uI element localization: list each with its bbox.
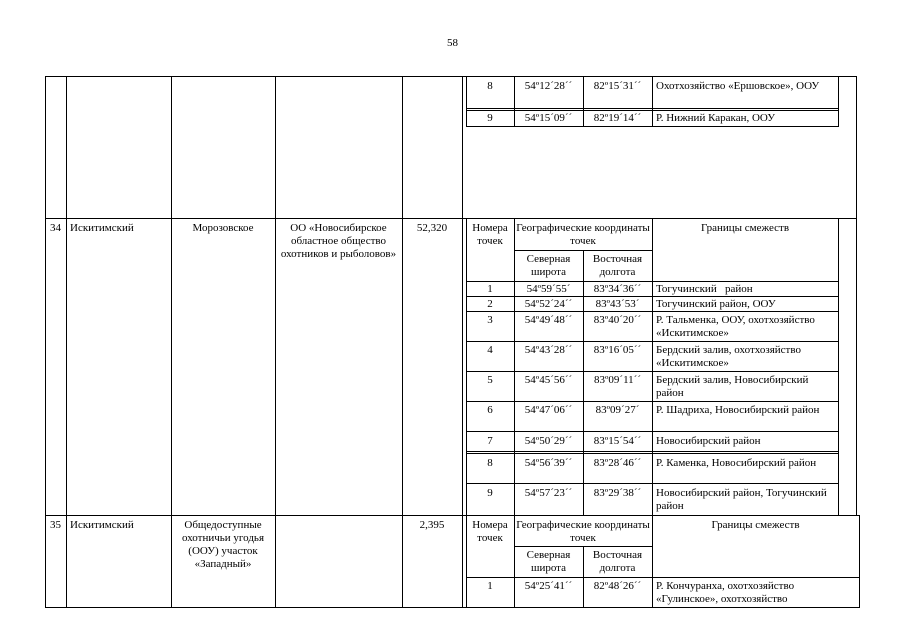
header-north: Северная широта bbox=[526, 549, 571, 574]
border-description: Новосибирский район bbox=[656, 435, 761, 447]
inner-line bbox=[514, 250, 652, 251]
inner-line bbox=[838, 76, 839, 127]
header-geo: Географические координаты точек bbox=[516, 222, 650, 247]
table-top-border bbox=[45, 76, 857, 77]
inner-line bbox=[466, 577, 860, 578]
point-number: 3 bbox=[487, 314, 493, 326]
square: 2,395 bbox=[419, 519, 445, 531]
inner-line bbox=[466, 311, 839, 312]
col-line bbox=[45, 76, 46, 607]
row-34-top-border bbox=[45, 218, 857, 219]
inner-line bbox=[466, 341, 839, 342]
area-name: Общедоступные охотничьи угодья (ООУ) участок «Западный» bbox=[181, 519, 265, 570]
border-description: Тогучинский район, ООУ bbox=[656, 298, 776, 310]
inner-line bbox=[466, 371, 839, 372]
inner-line bbox=[466, 218, 467, 515]
longitude: 82º19´14´´ bbox=[593, 112, 642, 124]
inner-line bbox=[466, 296, 839, 297]
point-number: 7 bbox=[487, 435, 493, 447]
border-description: Р. Шадриха, Новосибирский район bbox=[656, 404, 820, 416]
header-geo: Географические координаты точек bbox=[516, 519, 650, 544]
inner-line bbox=[466, 453, 839, 454]
page-number: 58 bbox=[447, 37, 458, 49]
inner-line bbox=[466, 431, 839, 432]
col-line bbox=[275, 76, 276, 607]
latitude: 54º47´06´´ bbox=[524, 404, 573, 416]
header-points: Номера точек bbox=[472, 519, 508, 544]
table-bottom-border bbox=[45, 607, 860, 608]
latitude: 54º43´28´´ bbox=[524, 344, 573, 356]
border-description: Тогучинский район bbox=[656, 283, 753, 295]
border-description: Бердский залив, Новосибирский район bbox=[656, 374, 809, 399]
area-name: Морозовское bbox=[192, 222, 254, 234]
row-35-top-border bbox=[45, 515, 860, 516]
border-description: Охотхозяйство «Ершовское», ООУ bbox=[656, 80, 820, 92]
point-number: 5 bbox=[487, 374, 493, 386]
col-line bbox=[462, 76, 463, 607]
point-number: 8 bbox=[487, 80, 493, 92]
col-line bbox=[856, 76, 857, 516]
inner-line bbox=[466, 401, 839, 402]
point-number: 9 bbox=[487, 112, 493, 124]
record-index: 35 bbox=[50, 519, 61, 531]
square: 52,320 bbox=[416, 222, 448, 234]
record-index: 34 bbox=[50, 222, 61, 234]
longitude: 82º48´26´´ bbox=[593, 580, 642, 592]
point-number: 1 bbox=[487, 580, 493, 592]
point-number: 8 bbox=[487, 457, 493, 469]
point-number: 2 bbox=[487, 298, 493, 310]
longitude: 83º29´38´´ bbox=[593, 487, 642, 499]
latitude: 54º50´29´´ bbox=[524, 435, 573, 447]
inner-line bbox=[466, 126, 839, 127]
latitude: 54º25´41´´ bbox=[524, 580, 573, 592]
border-description: Р. Кончуранха, охотхозяйство «Гулинское», охотхозяйство bbox=[656, 580, 795, 605]
longitude: 83º09´27´ bbox=[595, 404, 640, 416]
border-description: Бердский залив, охотхозяйство «Искитимское» bbox=[656, 344, 801, 369]
border-description: Новосибирский район, Тогучинский район bbox=[656, 487, 827, 512]
longitude: 83º09´11´´ bbox=[594, 374, 641, 386]
point-number: 4 bbox=[487, 344, 493, 356]
inner-line bbox=[466, 281, 839, 282]
header-east: Восточная долгота bbox=[592, 549, 643, 574]
latitude: 54º45´56´´ bbox=[524, 374, 573, 386]
col-line bbox=[66, 76, 67, 607]
header-north: Северная широта bbox=[526, 253, 571, 278]
inner-line bbox=[838, 218, 839, 515]
district: Искитимский bbox=[70, 222, 134, 234]
hunting-user: ОО «Новосибирское областное общество охотников и рыболовов» bbox=[280, 222, 397, 260]
district: Искитимский bbox=[70, 519, 134, 531]
latitude: 54º15´09´´ bbox=[524, 112, 573, 124]
inner-line bbox=[652, 218, 653, 515]
longitude: 83º40´20´´ bbox=[593, 314, 642, 326]
point-number: 9 bbox=[487, 487, 493, 499]
inner-line bbox=[466, 451, 839, 452]
header-points: Номера точек bbox=[472, 222, 508, 247]
inner-line bbox=[652, 76, 653, 127]
border-description: Р. Тальменка, ООУ, охотхозяйство «Искитимское» bbox=[656, 314, 815, 339]
border-description: Р. Нижний Каракан, ООУ bbox=[656, 112, 776, 124]
header-borders: Границы смежеств bbox=[711, 519, 800, 531]
longitude: 83º34´36´´ bbox=[593, 283, 642, 295]
longitude: 83º43´53´ bbox=[595, 298, 640, 310]
header-east: Восточная долгота bbox=[592, 253, 643, 278]
inner-line bbox=[466, 108, 839, 109]
latitude: 54º49´48´´ bbox=[524, 314, 573, 326]
latitude: 54º12´28´´ bbox=[524, 80, 573, 92]
point-number: 1 bbox=[487, 283, 493, 295]
longitude: 83º15´54´´ bbox=[593, 435, 642, 447]
col-line bbox=[171, 76, 172, 607]
header-borders: Границы смежеств bbox=[700, 222, 790, 234]
latitude: 54º56´39´´ bbox=[524, 457, 573, 469]
inner-line bbox=[466, 483, 839, 484]
latitude: 54º57´23´´ bbox=[524, 487, 573, 499]
longitude: 83º16´05´´ bbox=[593, 344, 642, 356]
inner-line bbox=[859, 515, 860, 607]
latitude: 54º59´55´ bbox=[526, 283, 571, 295]
longitude: 83º28´46´´ bbox=[593, 457, 642, 469]
border-description: Р. Каменка, Новосибирский район bbox=[656, 457, 817, 469]
latitude: 54º52´24´´ bbox=[524, 298, 573, 310]
longitude: 82º15´31´´ bbox=[593, 80, 642, 92]
point-number: 6 bbox=[487, 404, 493, 416]
inner-line bbox=[466, 110, 839, 111]
inner-line bbox=[514, 546, 652, 547]
